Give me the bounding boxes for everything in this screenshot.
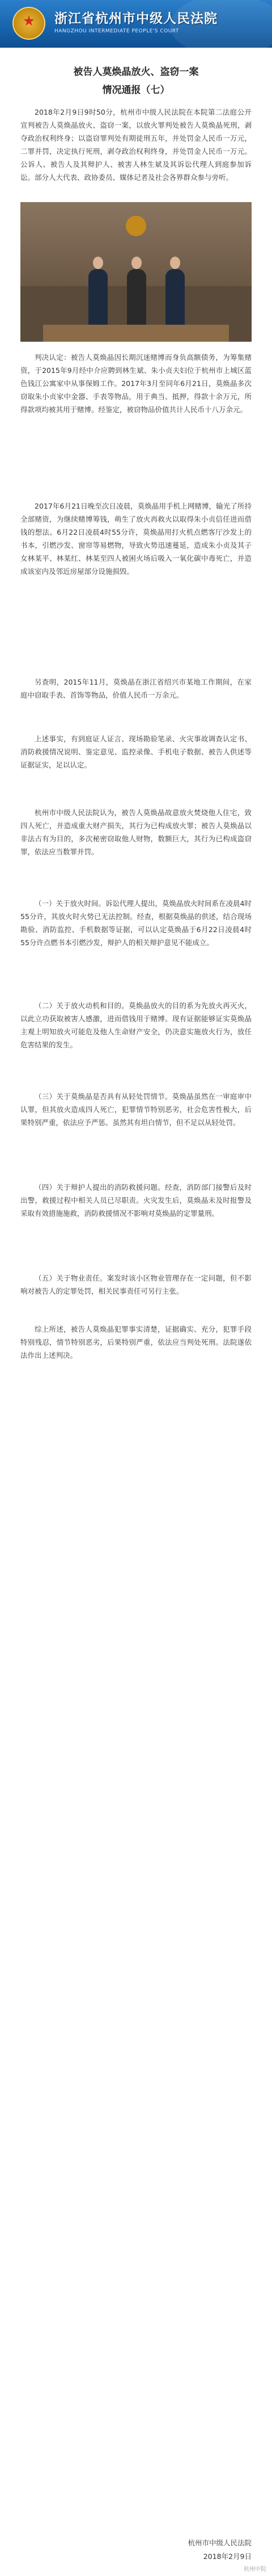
page-title: 被告人莫焕晶放火、盗窃一案 (73, 66, 199, 78)
paragraph: 另查明，2015年11月，莫焕晶在浙江省绍兴市某地工作期间，在家庭中窃取手表、首饰等物品，价值人民币一万余元。 (20, 678, 252, 699)
signoff-org: 杭州市中级人民法院 (188, 2539, 252, 2547)
paragraph: （一）关于放火时间。诉讼代理人提出，莫焕晶放火时间系在凌晨4时55分许，其放火时火势已无法控制。经查，根据莫焕晶的供述，结合现场勘验、消防监控、手机数据等证据，可以认定莫焕晶于6月22日凌晨4时55分许点燃书本引燃沙发，辩护人的相关辩护意见不能成立。 (20, 899, 252, 947)
paragraph: （二）关于放火动机和目的。莫焕晶放火的目的系为先放火再灭火，以此立功获取被害人感激，进而借钱用于赌博。现有证据能够证实莫焕晶主观上明知放火可能危及他人生命财产安全，仍决意实施放火行为，放任危害结果的发生。 (20, 1001, 252, 1049)
paragraph: （三）关于莫焕晶是否具有从轻处罚情节。莫焕晶虽然在一审庭审中认罪，但其放火造成四人死亡，犯罪情节特别恶劣，社会危害性极大，后果特别严重，依法应予严惩。虽然其有坦白情节，但不足以从轻处罚。 (20, 1092, 252, 1127)
watermark: 杭州中院 (244, 2566, 266, 2573)
paragraph: （五）关于物业责任。案发时该小区物业管理存在一定问题，但不影响对被告人的定罪处罚，相关民事责任可另行主张。 (20, 1274, 252, 1295)
courtroom-photo (20, 202, 252, 342)
banner-subtitle: HANGZHOU INTERMEDIATE PEOPLE'S COURT (54, 28, 179, 34)
paragraph: （四）关于辩护人提出的消防救援问题。经查，消防部门接警后及时出警，救援过程中相关人员已尽职责。火灾发生后，莫焕晶未及时报警及采取有效措施施救，消防救援情况不影响对莫焕晶的定罪量刑。 (20, 1183, 252, 1218)
paragraph: 2017年6月21日晚至次日凌晨，莫焕晶用手机上网赌博，输光了所持全部赌资，为继续赌博筹钱，萌生了放火再救火以取得朱小贞信任进而借钱的想法。6月22日凌晨4时55分许，莫焕晶用打火机点燃客厅沙发上的书本，引燃沙发、窗帘等易燃物，导致火势迅速蔓延，造成朱小贞及其子女林某平、林某红、林某至四人被困火场后吸入一氧化碳中毒死亡，并造成该室内及邻近房屋部分设施损毁。 (20, 502, 252, 576)
page-subtitle: 情况通报（七） (102, 85, 170, 96)
paragraph: 综上所述，被告人莫焕晶犯罪事实清楚，证据确实、充分，犯罪手段特别残忍，情节特别恶劣，后果特别严重，依法应当判处死刑。法院遂依法作出上述判决。 (20, 1325, 252, 1360)
banner (0, 0, 272, 48)
paragraph: 2018年2月9日9时50分，杭州市中级人民法院在本院第二法庭公开宣判被告人莫焕晶放火、盗窃一案，以放火罪判处被告人莫焕晶死刑，剥夺政治权利终身；以盗窃罪判处有期徒刑五年，并处罚金人民币一万元，二罪并罚，决定执行死刑，剥夺政治权利终身，并处罚金人民币一万元。公诉人、被告人及其辩护人、被害人林生斌及其诉讼代理人到庭参加诉讼。部分人大代表、政协委员、媒体记者及社会各界群众参与旁听。 (20, 108, 252, 182)
court-emblem-icon (12, 7, 45, 40)
paragraph: 上述事实，有到庭证人证言、现场勘验笔录、火灾事故调查认定书、消防救援情况说明、鉴定意见、监控录像、手机电子数据、被告人供述等证据证实，足以认定。 (20, 735, 252, 769)
banner-title: 浙江省杭州市中级人民法院 (54, 11, 218, 26)
signoff-date: 2018年2月9日 (203, 2552, 252, 2561)
paragraph: 判决认定：被告人莫焕晶因长期沉迷赌博而身负高额债务，为筹集赌资，于2015年9月经中介应聘到林生斌、朱小贞夫妇位于杭州市上城区蓝色钱江公寓家中从事保姆工作。2017年3月至同年6月21日，莫焕晶多次窃取朱小贞家中金器、手表等物品，用于典当、抵押，得款十余万元，所得款项均被其用于赌博。经鉴定，被窃物品价值共计人民币十八万余元。 (20, 353, 252, 414)
paragraph: 杭州市中级人民法院认为，被告人莫焕晶故意放火焚烧他人住宅，致四人死亡，并造成重大财产损失，其行为已构成放火罪；被告人莫焕晶以非法占有为目的，多次秘密窃取他人财物，数额巨大，其行为已构成盗窃罪，依法应当数罪并罚。 (20, 808, 252, 856)
